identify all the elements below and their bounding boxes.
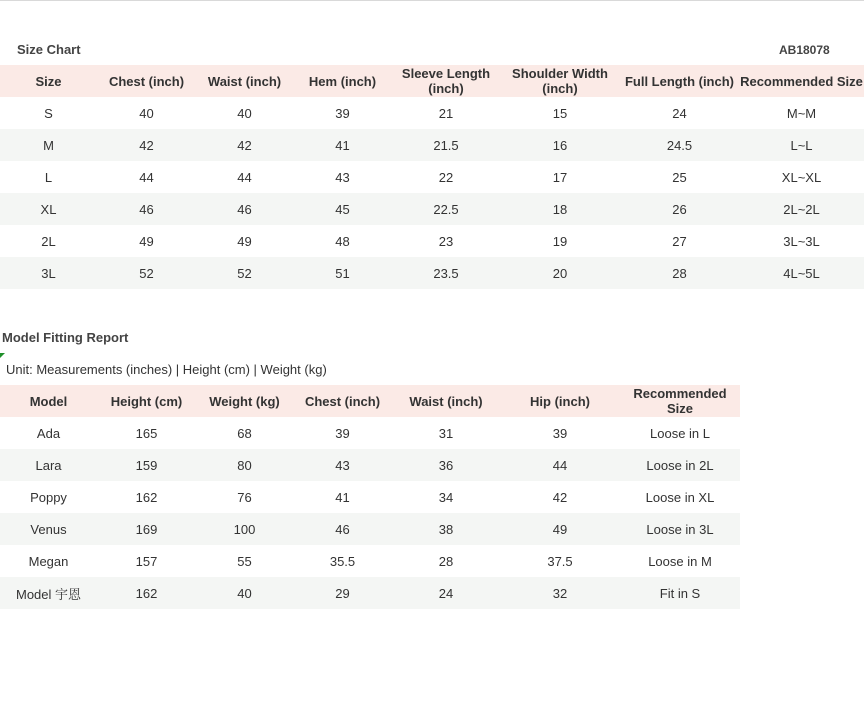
table-cell: 34 (438, 489, 454, 505)
size-row (0, 161, 864, 193)
table-cell: 44 (237, 169, 252, 185)
column-header: Weight (kg) (209, 393, 280, 409)
model-row (0, 545, 740, 577)
table-cell: 51 (335, 265, 350, 281)
table-cell: 159 (135, 457, 158, 473)
table-cell: 36 (438, 457, 454, 473)
table-cell: 157 (135, 553, 158, 569)
column-header: Height (cm) (110, 393, 183, 409)
table-cell: Lara (35, 457, 62, 473)
top-divider (0, 0, 864, 1)
table-cell: 76 (237, 489, 252, 505)
table-cell: 37.5 (547, 553, 573, 569)
unit-note: Unit: Measurements (inches) | Height (cm) | Weight (kg) (6, 362, 327, 377)
table-cell: 22 (438, 169, 454, 185)
table-cell: 21.5 (433, 137, 459, 153)
table-cell: Megan (28, 553, 69, 569)
table-cell: 31 (438, 425, 454, 441)
table-cell: Loose in L (650, 425, 710, 441)
table-cell: 22.5 (433, 201, 459, 217)
table-cell: 16 (552, 137, 568, 153)
table-cell: 40 (237, 105, 252, 121)
table-cell: 39 (335, 425, 350, 441)
table-cell: 40 (237, 585, 252, 601)
size-row (0, 193, 864, 225)
table-cell: Ada (36, 425, 61, 441)
table-cell: 46 (335, 521, 350, 537)
column-header: Sleeve Length (inch) (401, 66, 491, 96)
column-header: Recommended Size (740, 73, 863, 89)
table-cell: 41 (335, 489, 350, 505)
table-cell: Loose in XL (645, 489, 715, 505)
table-cell: 80 (237, 457, 252, 473)
table-cell: 162 (135, 585, 158, 601)
table-cell: S (44, 105, 53, 121)
table-cell: 20 (552, 265, 568, 281)
column-header: Size (35, 73, 62, 89)
table-cell: XL~XL (781, 169, 822, 185)
product-code: AB18078 (779, 43, 830, 57)
column-header: Waist (inch) (207, 73, 282, 89)
table-cell: 3L~3L (783, 233, 820, 249)
model-report-header-row (0, 385, 740, 417)
table-cell: 18 (552, 201, 568, 217)
table-cell: XL (40, 201, 57, 217)
table-cell: 28 (672, 265, 687, 281)
table-cell: 23 (438, 233, 454, 249)
table-cell: 24 (438, 585, 454, 601)
column-header: Chest (inch) (108, 73, 185, 89)
table-cell: 39 (335, 105, 350, 121)
column-header: Waist (inch) (409, 393, 483, 409)
table-cell: 42 (552, 489, 568, 505)
size-row (0, 225, 864, 257)
table-cell: 49 (139, 233, 154, 249)
table-cell: Fit in S (659, 585, 701, 601)
table-cell: 46 (237, 201, 252, 217)
model-row (0, 577, 740, 609)
table-cell: Venus (30, 521, 67, 537)
table-cell: 4L~5L (783, 265, 820, 281)
model-row (0, 449, 740, 481)
column-header: Hip (inch) (530, 393, 590, 409)
table-cell: 48 (335, 233, 350, 249)
table-cell: 2L (41, 233, 56, 249)
model-report-body (0, 417, 740, 609)
size-row (0, 129, 864, 161)
column-header: Chest (inch) (304, 393, 381, 409)
size-row (0, 97, 864, 129)
table-cell: 43 (335, 169, 350, 185)
table-cell: 2L~2L (783, 201, 820, 217)
table-cell: 39 (552, 425, 568, 441)
table-cell: 42 (139, 137, 154, 153)
table-cell: 23.5 (433, 265, 459, 281)
table-cell: 19 (552, 233, 568, 249)
table-cell: Poppy (30, 489, 67, 505)
size-chart-title: Size Chart (17, 42, 81, 57)
column-header: Model (29, 393, 68, 409)
model-row (0, 417, 740, 449)
table-cell: 24.5 (666, 137, 693, 153)
table-cell: 21 (438, 105, 454, 121)
column-header: Hem (inch) (308, 73, 377, 89)
table-cell: 38 (438, 521, 454, 537)
table-cell: 29 (335, 585, 350, 601)
table-cell: 169 (135, 521, 158, 537)
table-cell: L (44, 169, 53, 185)
table-cell: 25 (672, 169, 687, 185)
table-cell: 35.5 (329, 553, 356, 569)
table-cell: 3L (41, 265, 56, 281)
table-cell: 27 (672, 233, 687, 249)
table-cell: 32 (552, 585, 568, 601)
column-header: Recommended Size (633, 386, 727, 416)
table-cell: Loose in M (648, 553, 712, 569)
table-cell: 52 (237, 265, 252, 281)
table-cell: 42 (237, 137, 252, 153)
model-fitting-table (0, 385, 740, 609)
table-cell: 46 (139, 201, 154, 217)
table-cell: 41 (335, 137, 350, 153)
column-header: Full Length (inch) (624, 73, 735, 89)
table-cell: 15 (552, 105, 568, 121)
table-cell: 17 (552, 169, 568, 185)
table-cell: M (43, 137, 54, 153)
cell-comment-marker (0, 353, 5, 358)
model-report-title: Model Fitting Report (2, 330, 129, 345)
size-chart-table (0, 65, 864, 289)
table-cell: 44 (139, 169, 154, 185)
table-cell: Loose in 2L (646, 457, 714, 473)
table-cell: 43 (335, 457, 350, 473)
table-cell: 45 (335, 201, 350, 217)
table-cell: 52 (139, 265, 154, 281)
model-row (0, 513, 740, 545)
table-cell: 49 (552, 521, 568, 537)
table-cell: 44 (552, 457, 568, 473)
table-cell: M~M (786, 105, 817, 121)
model-row (0, 481, 740, 513)
table-cell: 100 (233, 521, 256, 537)
table-cell: 165 (135, 425, 158, 441)
table-cell: 26 (672, 201, 687, 217)
size-chart-header-row (0, 65, 864, 97)
column-header: Shoulder Width (inch) (512, 66, 608, 96)
table-cell: 28 (438, 553, 454, 569)
table-cell: 40 (139, 105, 154, 121)
table-cell: 68 (237, 425, 252, 441)
table-cell: Loose in 3L (646, 521, 714, 537)
table-cell: 24 (672, 105, 687, 121)
table-cell: Model 宇恩 (15, 586, 82, 602)
table-cell: 162 (135, 489, 158, 505)
table-cell: L~L (790, 137, 813, 153)
size-chart-body (0, 97, 864, 289)
table-cell: 55 (237, 553, 252, 569)
size-row (0, 257, 864, 289)
table-cell: 49 (237, 233, 252, 249)
